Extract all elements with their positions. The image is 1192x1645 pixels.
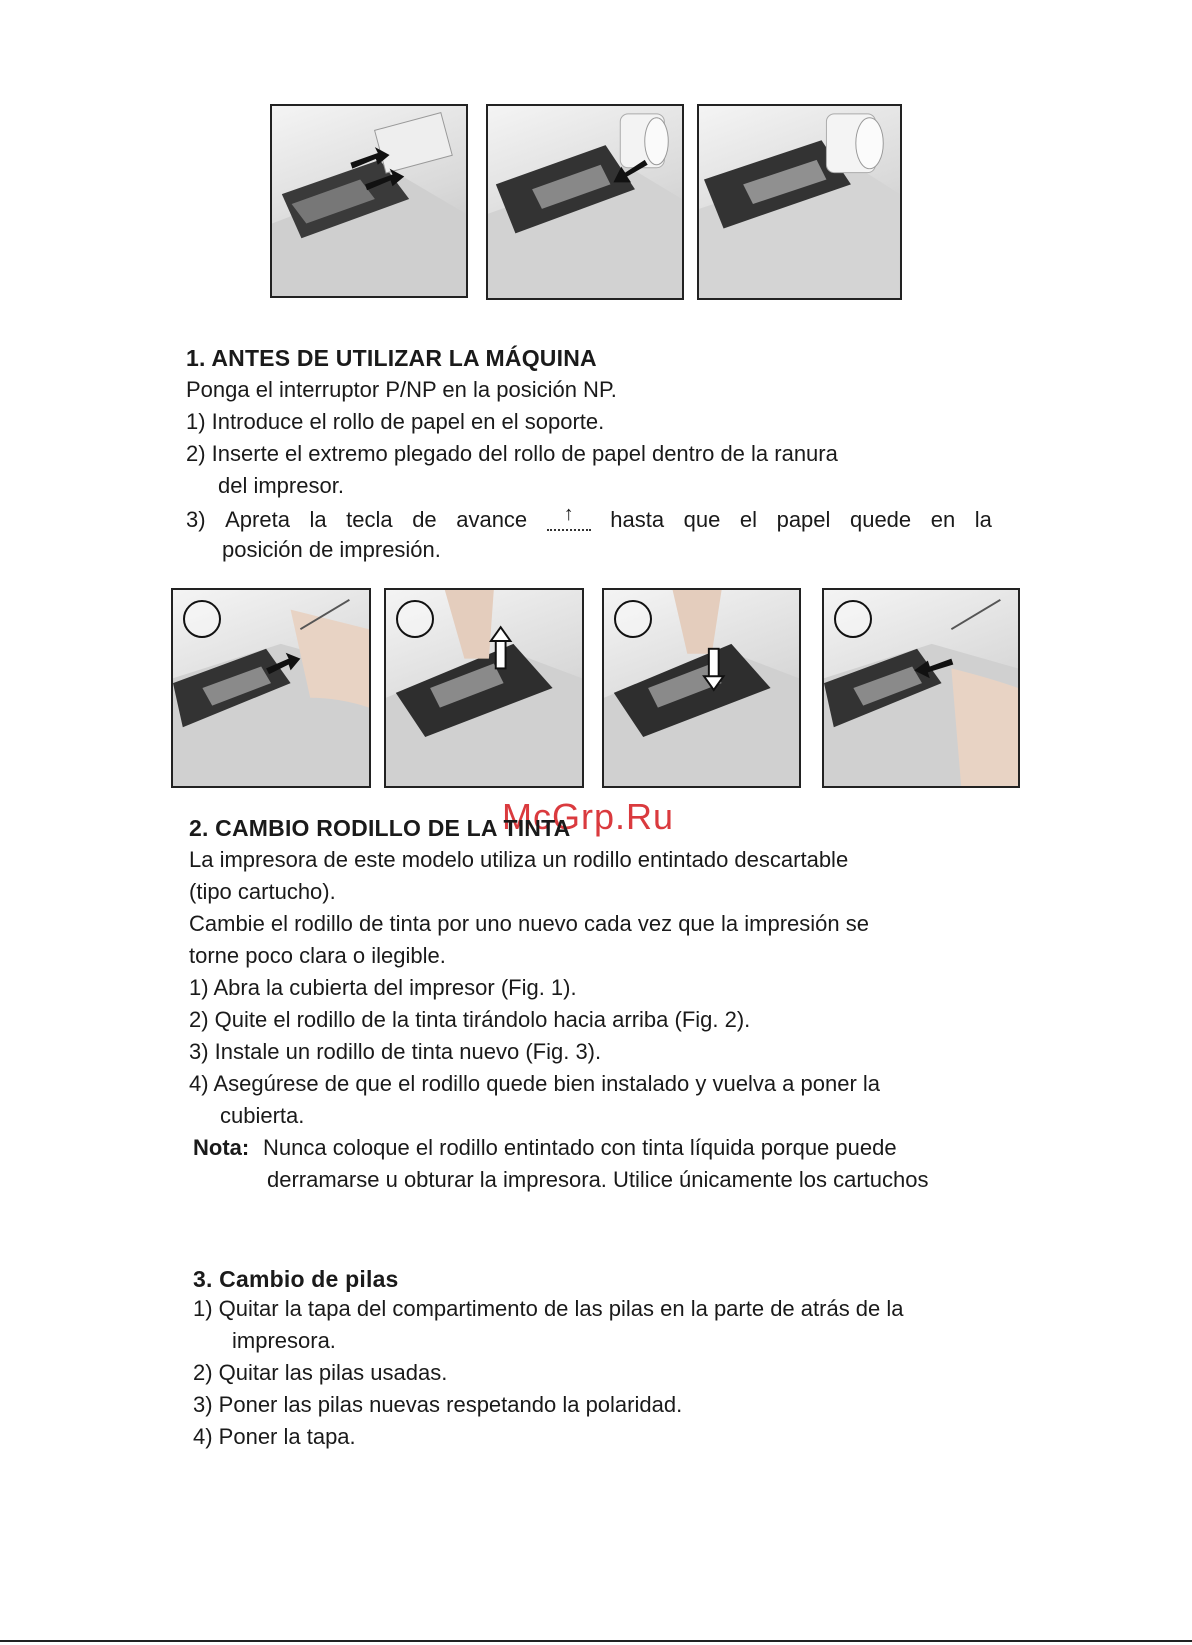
section2-p2-line2: torne poco clara o ilegible. [189,943,446,968]
step3-word: tecla [346,507,393,532]
section2-note-line2: derramarse u obturar la impresora. Utilice únicamente los cartuchos [267,1167,929,1192]
page-bottom-rule [0,1640,1192,1642]
section1-step3-line1 [186,503,992,533]
photo-fig1-open-cover [171,588,371,788]
calculator-illustration [272,106,466,296]
section1-heading: 1. ANTES DE UTILIZAR LA MÁQUINA [186,345,597,371]
section3-heading: 3. Cambio de pilas [193,1266,399,1292]
figure-number-circle [614,600,652,638]
step3-word: 3) [186,507,206,532]
section3-step1-line1: 1) Quitar la tapa del compartimento de las pilas en la parte de atrás de la [193,1296,904,1321]
photo-paper-holder-insert [270,104,468,298]
section1-step2-line2: del impresor. [218,473,344,498]
section2-note-line1: Nunca coloque el rodillo entintado con tinta líquida porque puede [263,1135,897,1160]
section2-p1-line1: La impresora de este modelo utiliza un rodillo entintado descartable [189,847,849,872]
section2-step3: 3) Instale un rodillo de tinta nuevo (Fig. 3). [189,1039,602,1064]
figure-number-circle [396,600,434,638]
step3-word: hasta [610,507,665,532]
photo-fig3-install-roller [602,588,801,788]
section2-step1: 1) Abra la cubierta del impresor (Fig. 1). [189,975,577,1000]
section3-step2: 2) Quitar las pilas usadas. [193,1360,448,1385]
section2-p2-line1: Cambie el rodillo de tinta por uno nuevo cada vez que la impresión se [189,911,869,936]
figure-number-circle [834,600,872,638]
photo-fig2-remove-roller [384,588,584,788]
section2-step4-line2: cubierta. [220,1103,305,1128]
section2-heading: 2. CAMBIO RODILLO DE LA TINTA [189,815,571,841]
step3-word: la [309,507,327,532]
step3-word: papel [776,507,831,532]
section2-p1-line2: (tipo cartucho). [189,879,336,904]
calculator-illustration [488,106,682,298]
section3-step3: 3) Poner las pilas nuevas respetando la polaridad. [193,1392,683,1417]
section1-step2-line1: 2) Inserte el extremo plegado del rollo de papel dentro de la ranura [186,441,838,466]
section2-step2: 2) Quite el rodillo de la tinta tirándolo hacia arriba (Fig. 2). [189,1007,751,1032]
photo-paper-roll-installed [697,104,902,300]
step3-word: en [930,507,956,532]
section1-step1: 1) Introduce el rollo de papel en el soporte. [186,409,605,434]
step3-word: Apreta [225,507,290,532]
figure-number-circle [183,600,221,638]
section1-step3-line2: posición de impresión. [222,537,441,562]
step3-word: avance [456,507,528,532]
step3-word: que [683,507,721,532]
paper-feed-key-icon: ↑ [547,499,591,531]
photo-fig4-close-cover [822,588,1020,788]
watermark: McGrp.Ru [502,796,675,837]
step3-word: el [739,507,758,532]
section3-step1-line2: impresora. [232,1328,336,1353]
section2-note-label: Nota: [193,1135,250,1160]
section3-step4: 4) Poner la tapa. [193,1424,356,1449]
calculator-illustration [699,106,900,298]
photo-paper-roll-insert [486,104,684,300]
step3-word: de [412,507,437,532]
section2-step4-line1: 4) Asegúrese de que el rodillo quede bien instalado y vuelva a poner la [189,1071,881,1096]
step3-word: la [974,507,992,532]
step3-word: quede [849,507,912,532]
section1-intro: Ponga el interruptor P/NP en la posición NP. [186,377,617,402]
